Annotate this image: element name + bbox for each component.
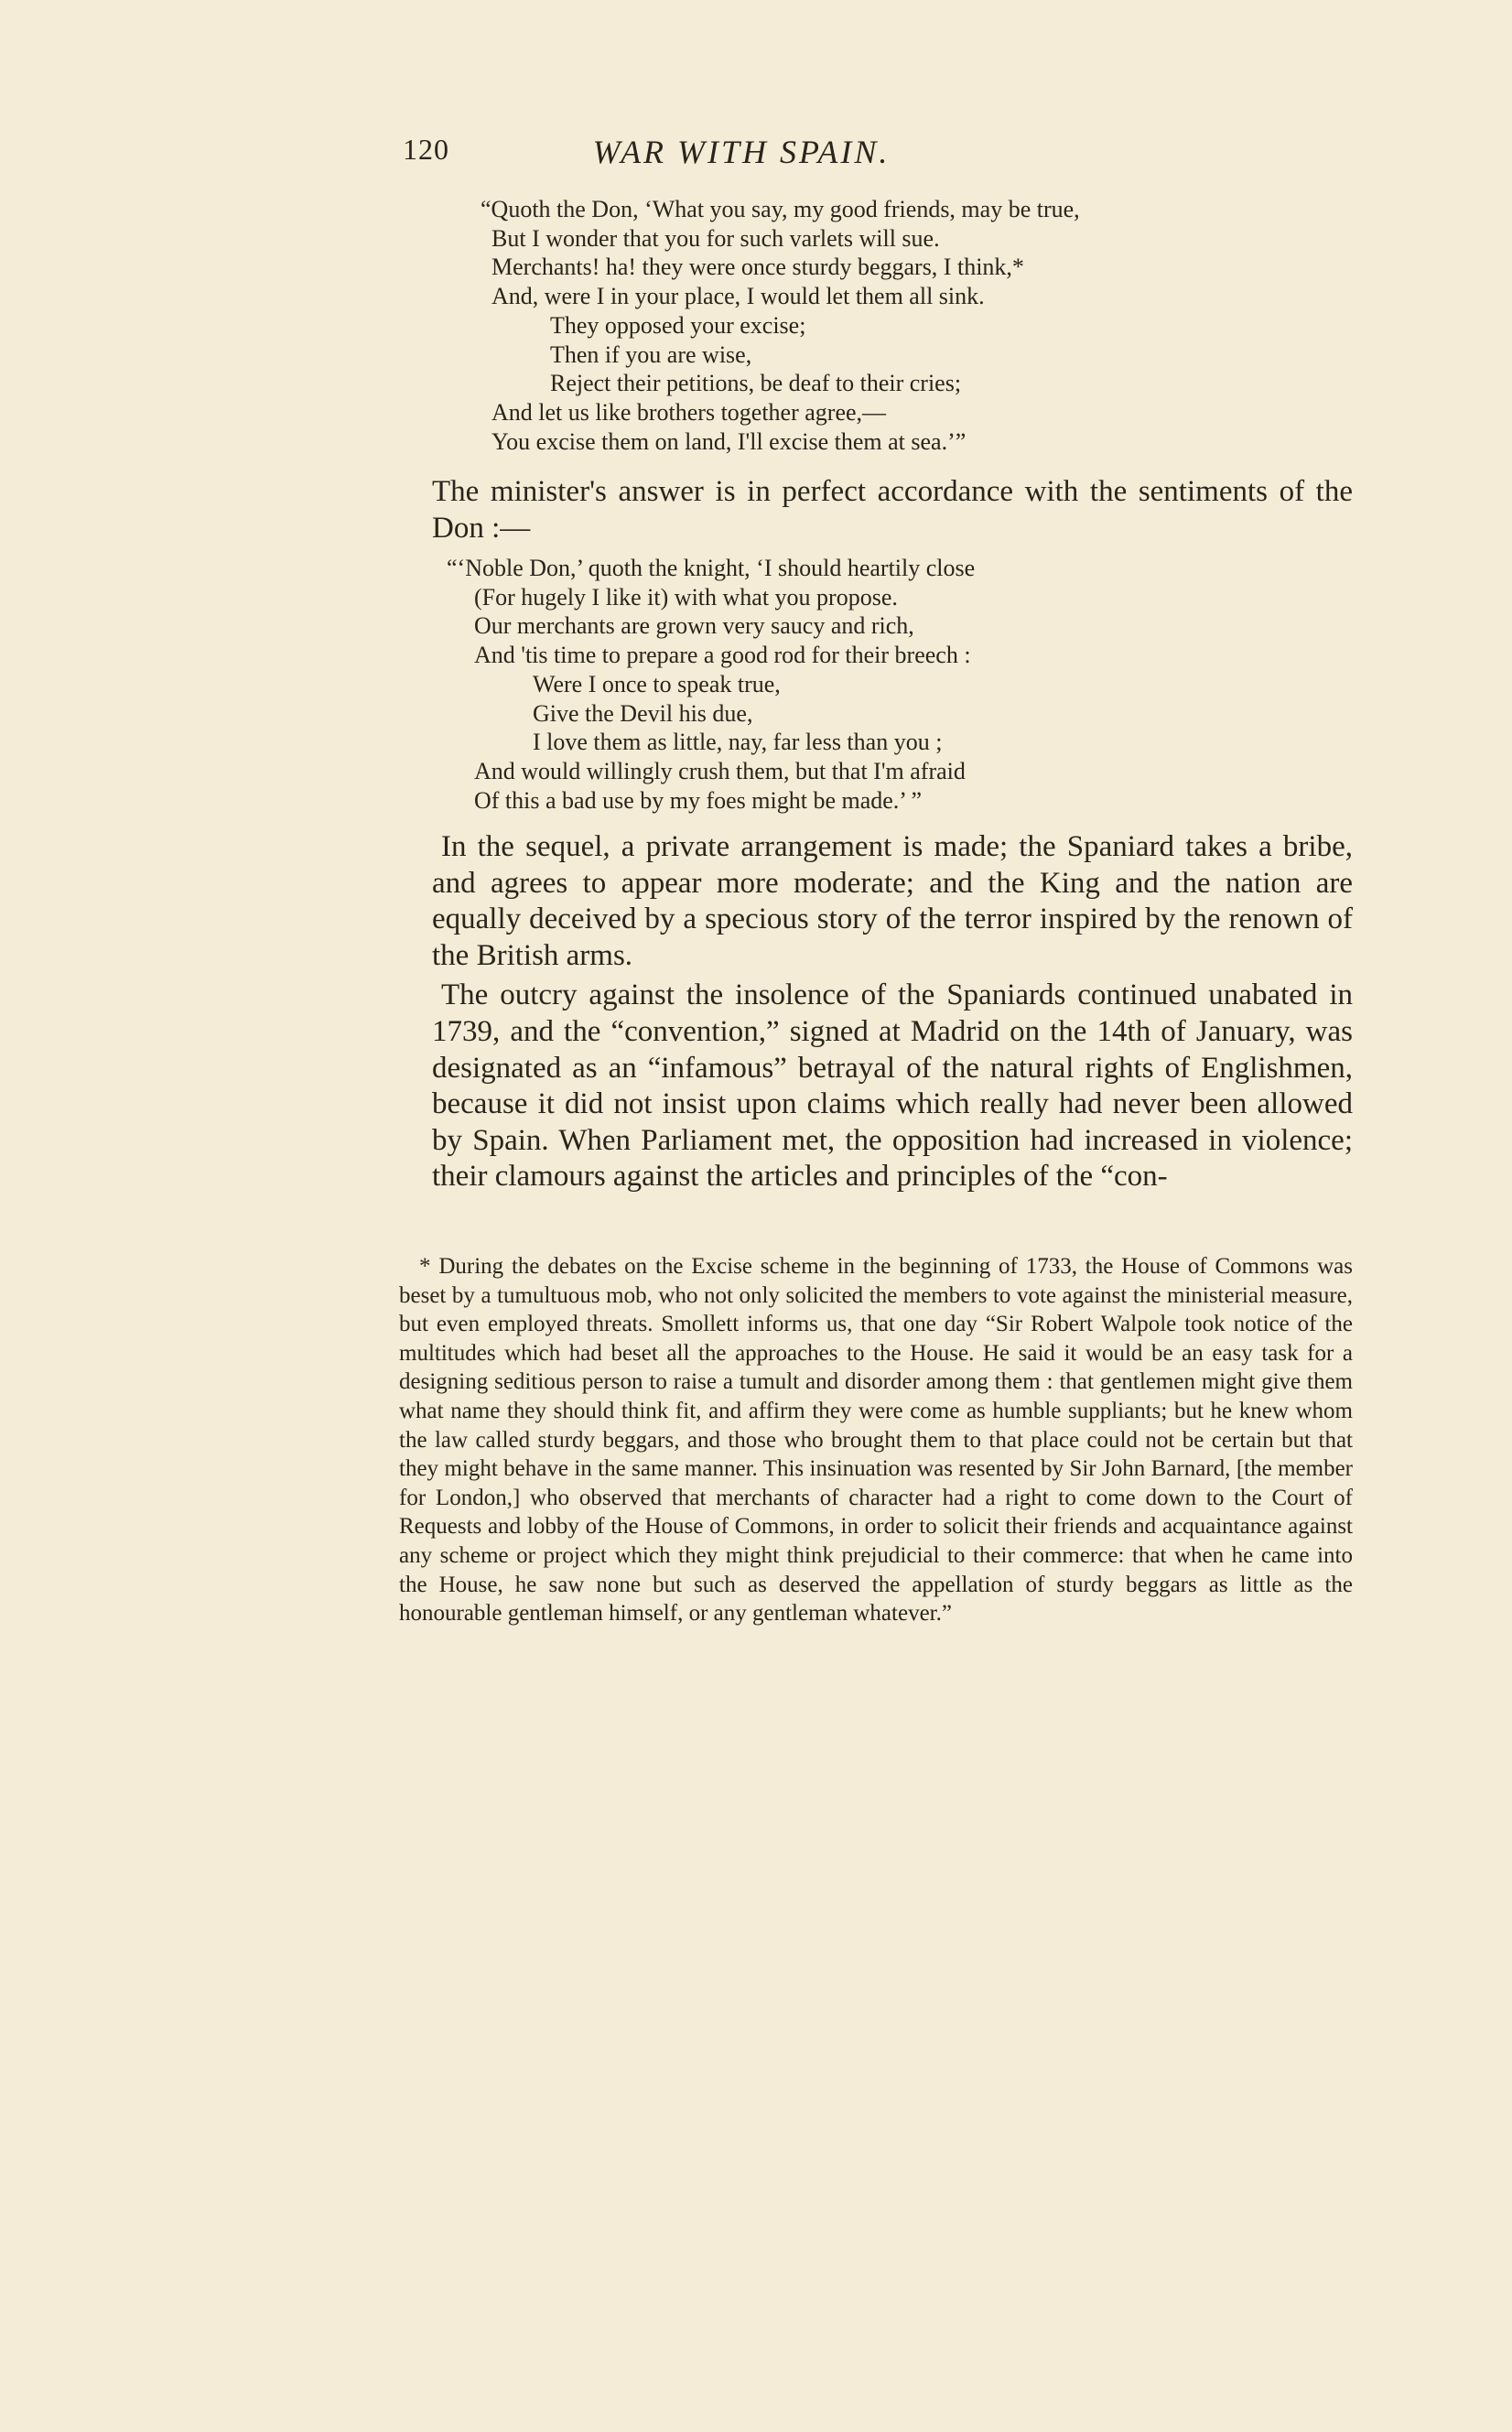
verse-line: And, were I in your place, I would let them all sink. <box>491 283 985 310</box>
verse-line: And 'tis time to prepare a good rod for their breech : <box>474 642 971 669</box>
verse-line: Merchants! ha! they were once sturdy beggars, I think,* <box>491 254 1024 281</box>
verse-line: Were I once to speak true, <box>533 670 781 697</box>
verse-line: And would willingly crush them, but that I'm afraid <box>474 757 966 784</box>
footnote-text: * During the debates on the Excise scheme in the beginning of 1733, the House of Commons was beset by a tumultuous mob, who not only solicited the members to vote against the ministerial measure, but even employed threats. Smollett informs us, that one day “Sir Robert Walpole took notice of the multitudes which had beset all the approaches to the House. He said it would be an easy task for a designing seditious person to raise a tumult and disorder among them : that gentlemen might give them what name they should think fit, and affirm they were come as humble suppliants; but he knew whom the law called sturdy beggars, and those who brought them to that place could not be certain but that they might behave in the same manner. This insinuation was resented by Sir John Barnard, [the member for London,] who observed that merchants of character had a right to come down to the Court of Requests and lobby of the House of Commons, in order to solicit their friends and acquaintance against any scheme or project which they might think prejudicial to their commerce: that when he came into the House, he saw none but such as deserved the appellation of sturdy beggars as little as the honourable gentleman himself, or any gentleman whatever.” <box>399 1254 1353 1627</box>
body-text-main <box>432 829 1353 1195</box>
verse-line: They opposed your excise; <box>550 311 806 339</box>
verse-line: Of this a bad use by my foes might be made.’ ” <box>474 786 923 814</box>
running-title: WAR WITH SPAIN. <box>592 134 891 170</box>
verse-line: Then if you are wise, <box>550 340 752 368</box>
page-number: 120 <box>403 133 449 166</box>
page-header <box>403 133 1080 178</box>
verse-line: And let us like brothers together agree,— <box>491 398 887 426</box>
verse-line: “‘Noble Don,’ quoth the knight, ‘I should heartily close <box>447 555 976 581</box>
verse-line: (For hugely I like it) with what you propose. <box>474 583 898 611</box>
verse-line: You excise them on land, I'll excise them at sea.’” <box>491 427 967 455</box>
paragraph: The minister's answer is in perfect accordance with the sentiments of the Don :— <box>432 475 1353 545</box>
paragraph: In the sequel, a private arrangement is made; the Spaniard takes a bribe, and agrees to appear more moderate; and the King and the nation are equally deceived by a specious story of the terror inspired by the renown of the British arms. <box>432 830 1353 972</box>
verse-quotation-don <box>481 195 1080 456</box>
verse-quotation-knight <box>447 554 976 815</box>
verse-line: “Quoth the Don, ‘What you say, my good friends, may be true, <box>481 196 1080 222</box>
body-text-minister-answer <box>432 474 1353 546</box>
verse-line: Give the Devil his due, <box>533 699 753 727</box>
paragraph: The outcry against the insolence of the Spaniards continued unabated in 1739, and the “convention,” signed at Madrid on the 14th of January, was designated as an “infamous” betrayal of the natural rights of Englishmen, because it did not insist upon claims which really had never been allowed by Spain. When Parliament met, the opposition had increased in violence; their clamours against the articles and principles of the “con- <box>432 978 1353 1194</box>
footnote <box>399 1252 1353 1628</box>
verse-line: Our merchants are grown very saucy and rich, <box>474 612 914 640</box>
verse-line: But I wonder that you for such varlets will sue. <box>491 224 940 252</box>
verse-line: Reject their petitions, be deaf to their cries; <box>550 370 962 397</box>
verse-line: I love them as little, nay, far less than you ; <box>533 729 943 756</box>
